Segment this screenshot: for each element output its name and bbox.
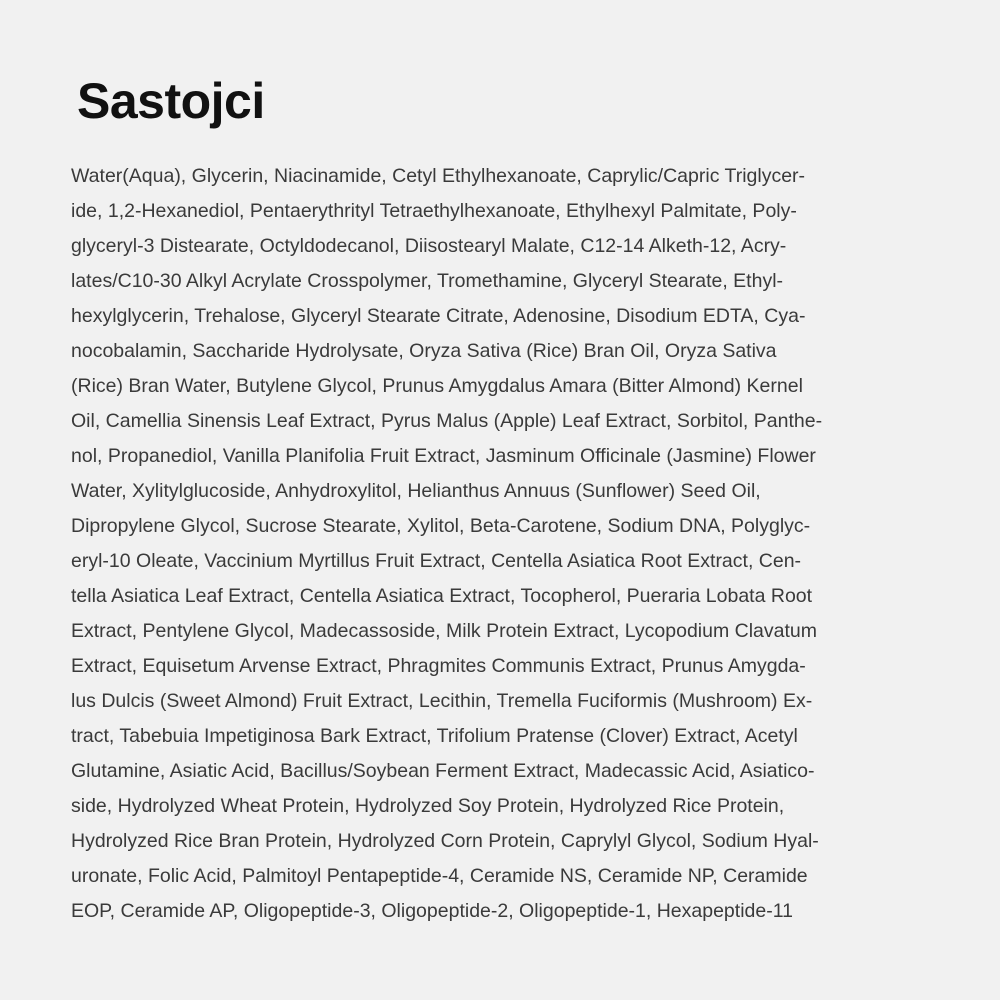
ingredients-line: (Rice) Bran Water, Butylene Glycol, Prunus Amygdalus Amara (Bitter Almond) Kernel	[71, 375, 803, 397]
ingredients-line: Water(Aqua), Glycerin, Niacinamide, Cetyl Ethylhexanoate, Caprylic/Capric Triglycer-	[71, 165, 806, 187]
ingredients-line: lus Dulcis (Sweet Almond) Fruit Extract, Lecithin, Tremella Fuciformis (Mushroom) Ex-	[71, 690, 813, 712]
page-title: Sastojci	[77, 73, 265, 129]
ingredients-line: eryl-10 Oleate, Vaccinium Myrtillus Fruit Extract, Centella Asiatica Root Extract, Cen-	[71, 550, 802, 572]
ingredients-line: Water, Xylitylglucoside, Anhydroxylitol, Helianthus Annuus (Sunflower) Seed Oil,	[71, 480, 761, 502]
ingredients-line: lates/C10-30 Alkyl Acrylate Crosspolymer, Tromethamine, Glyceryl Stearate, Ethyl-	[71, 270, 784, 292]
ingredients-line: tract, Tabebuia Impetiginosa Bark Extract, Trifolium Pratense (Clover) Extract, Acetyl	[71, 725, 798, 747]
ingredients-line: Dipropylene Glycol, Sucrose Stearate, Xylitol, Beta-Carotene, Sodium DNA, Polyglyc-	[71, 515, 811, 537]
ingredients-line: Glutamine, Asiatic Acid, Bacillus/Soybean Ferment Extract, Madecassic Acid, Asiatico-	[71, 760, 815, 782]
ingredients-line: EOP, Ceramide AP, Oligopeptide-3, Oligopeptide-2, Oligopeptide-1, Hexapeptide-11	[71, 900, 793, 922]
ingredients-line: ide, 1,2-Hexanediol, Pentaerythrityl Tetraethylhexanoate, Ethylhexyl Palmitate, Poly-	[71, 200, 797, 222]
ingredients-line: side, Hydrolyzed Wheat Protein, Hydrolyzed Soy Protein, Hydrolyzed Rice Protein,	[71, 795, 785, 817]
ingredients-list	[71, 159, 941, 929]
ingredients-line: Hydrolyzed Rice Bran Protein, Hydrolyzed Corn Protein, Caprylyl Glycol, Sodium Hyal-	[71, 830, 819, 852]
ingredients-line: Oil, Camellia Sinensis Leaf Extract, Pyrus Malus (Apple) Leaf Extract, Sorbitol, Panthe-	[71, 410, 823, 432]
ingredients-line: Extract, Equisetum Arvense Extract, Phragmites Communis Extract, Prunus Amygda-	[71, 655, 806, 677]
ingredients-line: glyceryl-3 Distearate, Octyldodecanol, Diisostearyl Malate, C12-14 Alketh-12, Acry-	[71, 235, 787, 257]
ingredients-line: uronate, Folic Acid, Palmitoyl Pentapeptide-4, Ceramide NS, Ceramide NP, Ceramide	[71, 865, 808, 887]
ingredients-line: nol, Propanediol, Vanilla Planifolia Fruit Extract, Jasminum Officinale (Jasmine) Flower	[71, 445, 816, 467]
ingredients-line: Extract, Pentylene Glycol, Madecassoside, Milk Protein Extract, Lycopodium Clavatum	[71, 620, 817, 642]
ingredients-line: hexylglycerin, Trehalose, Glyceryl Stearate Citrate, Adenosine, Disodium EDTA, Cya-	[71, 305, 806, 327]
ingredients-line: tella Asiatica Leaf Extract, Centella Asiatica Extract, Tocopherol, Pueraria Lobata Root	[71, 585, 813, 607]
ingredients-line: nocobalamin, Saccharide Hydrolysate, Oryza Sativa (Rice) Bran Oil, Oryza Sativa	[71, 340, 777, 362]
